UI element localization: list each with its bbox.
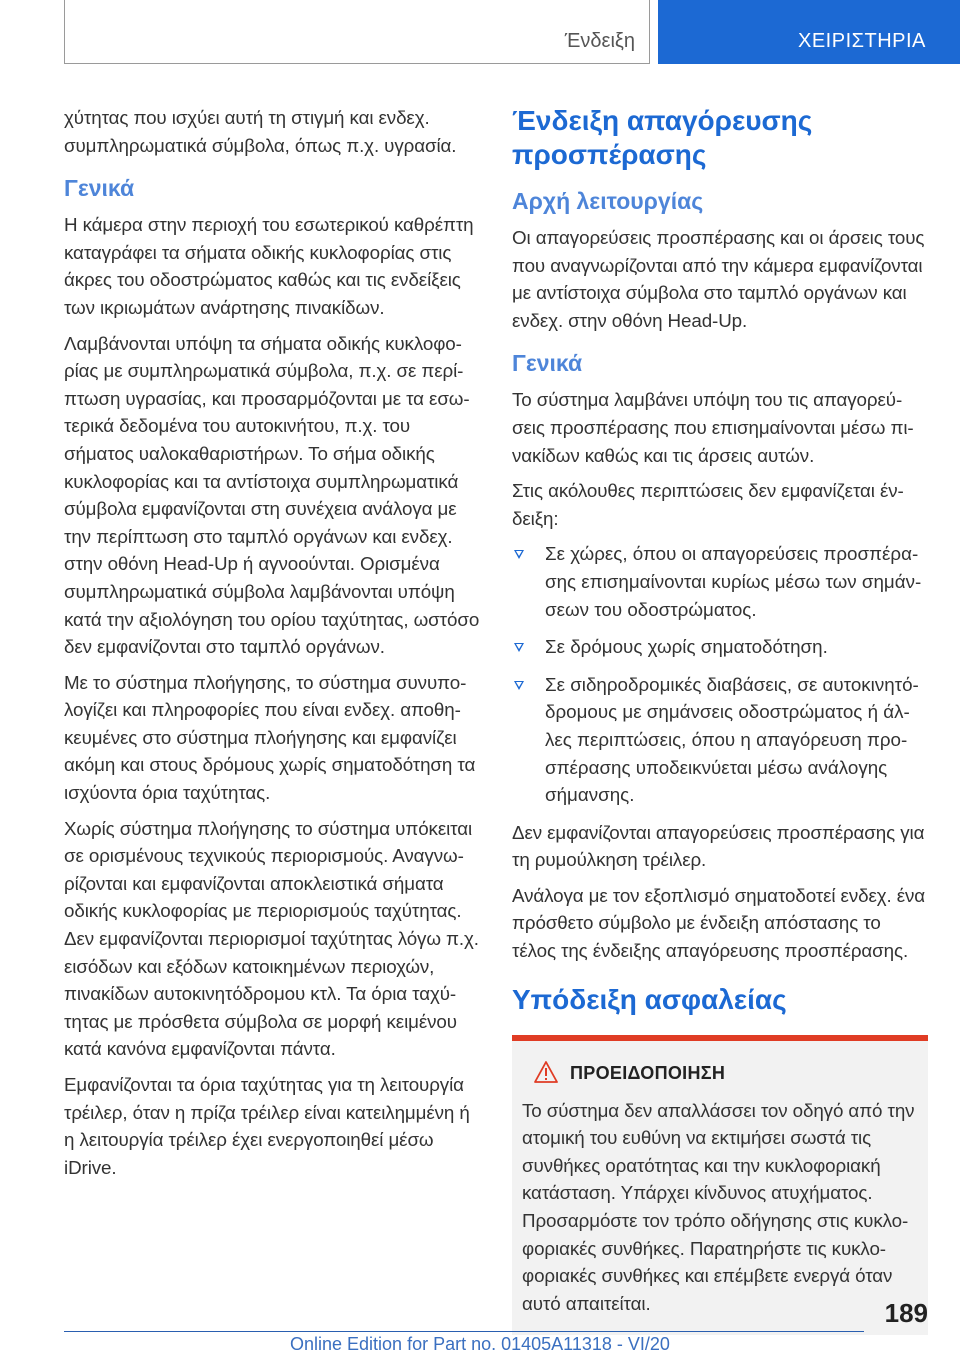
chapter-title: ΧΕΙΡΙΣΤΗΡΙΑ — [798, 30, 926, 52]
paragraph: Δεν εμφανίζονται απαγορεύσεις προσπέρασης για τη ρυμούλκηση τρέιλερ. — [512, 821, 925, 871]
triangle-bullet-icon — [514, 643, 524, 652]
triangle-bullet-icon — [514, 681, 524, 690]
list-item: Σε δρόμους χωρίς σηματοδότηση. — [512, 633, 928, 661]
paragraph: Το σύστημα λαμβάνει υπόψη του τις απαγορεύσεις προσπέρασης που επισημαίνονται μέσω πινακίδων καθώς και τις άρσεις αυτών. — [512, 389, 914, 466]
list-item: Σε χώρες, όπου οι απαγορεύσεις προσπέρασης επισημαίνονται κυρίως μέσω των σημάνσεων του οδοστρώματος. — [512, 540, 928, 623]
subheading-principle: Αρχή λειτουργίας — [512, 188, 704, 214]
paragraph: Λαμβάνονται υπόψη τα σήματα οδικής κυκλοφορίας με συμπληρωματικά σύμβολα, π.χ. σε περίπτωση υγρασίας, και προσαρμόζονται με τα εσωτερικά δεδομένα του αυτοκινήτου, π.χ. του σήματος υαλοκαθαριστήρων. Το σήμα οδικής κυκλοφορίας και τα αντίστοιχα συμπληρωματικά σύμβολα εμφανίζονται στη συνέχεια ανάλογα με την περίπτωση στο ταμπλό οργάνων και ενδεχ. στην οθόνη Head-Up ή αγνοούνται. Ορισμένα συμπληρωματικά σύμβολα λαμβάνονται υπόψη κατά την αξιολόγηση του ορίου ταχύτητας, ωστόσο δεν εμφανίζονται στο ταμπλό οργάνων. — [64, 332, 480, 658]
left-column — [64, 104, 480, 1189]
bullet-list — [512, 540, 928, 808]
right-column — [512, 104, 928, 1335]
section-heading: Ένδειξη απαγόρευσης προσπέρασης — [512, 105, 813, 170]
section-heading-safety: Υπόδειξη ασφαλείας — [512, 983, 787, 1015]
section-title: Ένδειξη — [564, 30, 635, 52]
paragraph: Εμφανίζονται τα όρια ταχύτητας για τη λειτουργία τρέιλερ, όταν η πρίζα τρέιλερ είναι κατειλημμένη ή η λειτουργία τρέιλερ έχει ενεργοποιηθεί μέσω iDrive. — [64, 1074, 470, 1178]
subheading-general: Γενικά — [64, 175, 135, 202]
list-item: Σε σιδηροδρομικές διαβάσεις, σε αυτοκινητόδρομους με σημάνσεις οδοστρώματος ή άλλες περιπτώσεις, όπου η απαγόρευση προσπέρασης υποδεικνύεται μέσω ανάλογης σήμανσης. — [512, 671, 928, 809]
paragraph: Οι απαγορεύσεις προσπέρασης και οι άρσεις τους που αναγνωρίζονται από την κάμερα εμφανίζονται με αντίστοιχα σύμβολα στο ταμπλό οργάνων και ενδεχ. στην οθόνη Head-Up. — [512, 227, 925, 331]
page-number: 189 — [884, 1298, 928, 1328]
warning-title: ΠΡΟΕΙΔΟΠΟΙΗΣΗ — [570, 1062, 726, 1083]
paragraph: Η κάμερα στην περιοχή του εσωτερικού καθρέπτη καταγράφει τα σήματα οδικής κυκλοφορίας στις άκρες του οδοστρώματος καθώς και τις ενδείξεις των ικριωμάτων ανάρτησης πινακίδων. — [64, 214, 474, 318]
paragraph: χύτητας που ισχύει αυτή τη στιγμή και ενδεχ. συμπληρωματικά σύμβολα, όπως π.χ. υγρασία. — [64, 107, 457, 156]
chapter-tab — [658, 0, 960, 64]
warning-box — [512, 1035, 928, 1336]
warning-header — [522, 1059, 918, 1091]
paragraph: Με το σύστημα πλοήγησης, το σύστημα συνυπολογίζει και πληροφορίες που είναι ενδεχ. αποθηκευμένες στο σύστημα πλοήγησης και εμφανίζει ακόμη και στους δρόμους χωρίς σηματοδότηση τα ισχύοντα όρια ταχύτητας. — [64, 671, 476, 804]
paragraph: Χωρίς σύστημα πλοήγησης το σύστημα υπόκειται σε ορισμένους τεχνικούς περιορισμούς. Αναγνωρίζονται και εμφανίζονται αποκλειστικά σήματα οδικής κυκλοφορίας με περιορισμούς ταχύτητας. Δεν εμφανίζονται περιορισμοί ταχύτητας λόγω π.χ. εισόδων και εξόδων κατοικημένων περιοχών, πινακίδων αυτοκινητόδρομου κτλ. Τα όρια ταχύτητας με πρόσθετα σύμβολα σε μορφή κειμένου κατά κανόνα εμφανίζονται πάντα. — [64, 817, 479, 1060]
paragraph: Ανάλογα με τον εξοπλισμό σηματοδοτεί ενδεχ. ένα πρόσθετο σύμβολο με ένδειξη απόστασης το τέλος της ένδειξης απαγόρευσης προσπέρασης. — [512, 884, 926, 962]
warning-text: Το σύστημα δεν απαλλάσσει τον οδηγό από την ατομική του ευθύνη να εκτιμήσει σωστά τις συνθήκες ορατότητας και την κυκλοφοριακή κατάσταση. Υπάρχει κίνδυνος ατυχήματος. Προσαρμόστε τον τρόπο οδήγησης στις κυκλοφοριακές συνθήκες. Παρατηρήστε τις κυκλοφοριακές συνθήκες και επέμβετε ενεργά όταν αυτό απαιτείται. — [522, 1099, 915, 1314]
paragraph: Στις ακόλουθες περιπτώσεις δεν εμφανίζεται ένδειξη: — [512, 480, 904, 529]
warning-triangle-icon — [534, 1061, 558, 1083]
triangle-bullet-icon — [514, 550, 524, 559]
section-tab — [64, 0, 650, 64]
page-header — [0, 0, 960, 64]
subheading-general: Γενικά — [512, 350, 583, 377]
footer-edition: Online Edition for Part no. 01405A11318 - VI/20 — [290, 1334, 670, 1354]
footer-divider — [64, 1331, 864, 1332]
